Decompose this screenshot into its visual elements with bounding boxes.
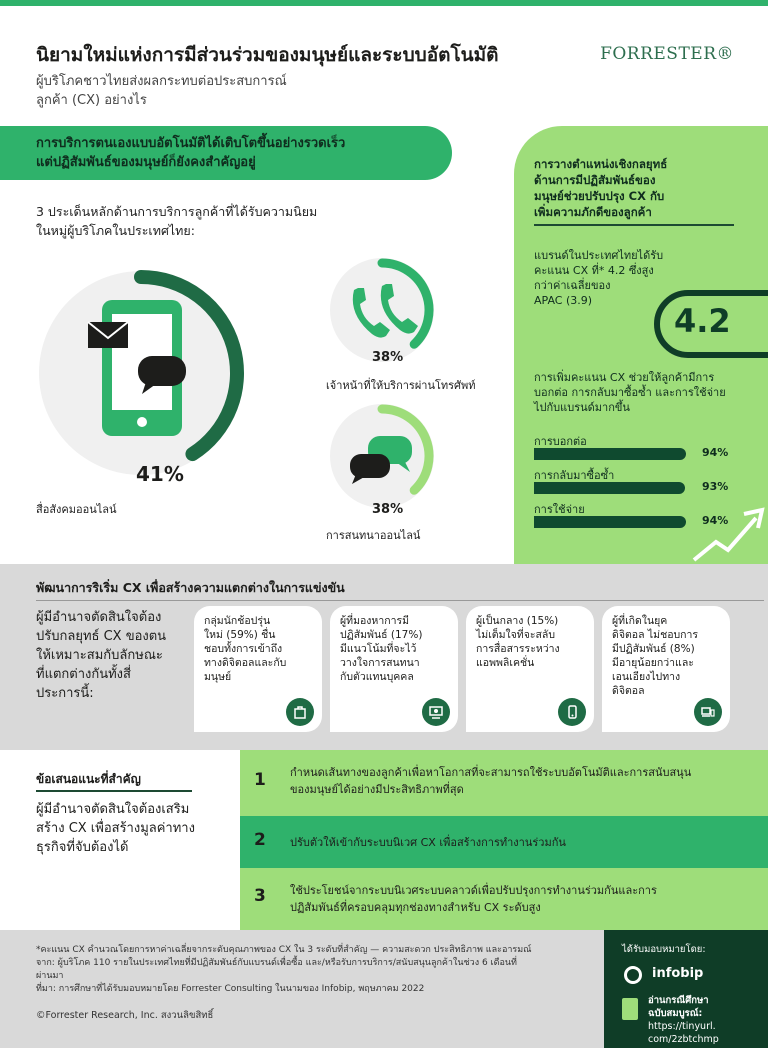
recommendation-line: ปฏิสัมพันธ์ที่ครอบคลุมทุกช่องทางสำหรับ CX ระดับสูง [290,901,541,914]
panel-title-line: มนุษย์ช่วยปรับปรุง CX กับ [534,189,665,203]
card-line: วางใจการสนทนา [340,657,420,669]
panel-divider [534,224,734,226]
bar-value-word-of-mouth: 94% [702,446,729,459]
intro-text [36,202,366,240]
top-accent-bar [0,0,768,6]
score-text-line: คะแนน CX ที่* 4.2 ซึ่งสูง [534,264,654,277]
card-line: กับตัวแทนบุคคล [340,671,414,683]
study-url-line[interactable]: https://tinyurl. [648,1021,716,1032]
recommendation-2 [240,816,768,868]
page-subtitle [36,72,396,110]
develop-intro-line: ที่แตกต่างกันทั้งสี่ [36,667,131,682]
recommendation-3 [240,868,768,930]
recommendation-number: 1 [254,770,266,790]
envelope-icon [88,322,128,348]
sponsor-label: ได้รับมอบหมายโดย: [622,944,706,955]
card-line: มนุษย์ [204,671,232,683]
recommendations-sub-line: ธุรกิจที่จับต้องได้ [36,840,129,855]
card-line: การสื่อสารระหว่าง [476,643,560,655]
recommendations-subtitle [36,800,216,857]
forrester-logo: FORRESTER® [600,44,734,64]
card-line: ไม่เต็มใจที่จะสลับ [476,629,556,641]
study-url-line[interactable]: com/2zbtchmp [648,1034,719,1045]
bars-intro-line: ไปกับแบรนด์มากขึ้น [534,401,630,414]
card-line: ชอบทั้งการเข้าถึง [204,643,283,655]
panel-title-line: ด้านการมีปฏิสัมพันธ์ของ [534,173,656,187]
copyright: ©Forrester Research, Inc. สงวนลิขสิทธิ์ [36,1010,214,1021]
cx-score-badge [654,290,768,358]
bar-label-repurchase: การกลับมาซื้อซ้ำ [534,469,615,482]
recommendation-line: กำหนดเส้นทางของลูกค้าเพื่อหาโอกาสที่จะสามารถใช้ระบบอัตโนมัติและการสนับสนุน [290,766,692,779]
score-text-line: APAC (3.9) [534,294,593,307]
bars-intro-line: บอกต่อ การกลับมาซื้อซ้ำ และการใช้จ่าย [534,386,726,399]
phone-agent-label: เจ้าหน้าที่ให้บริการผ่านโทรศัพท์ [326,379,476,392]
social-media-percent: 41% [136,462,184,486]
develop-intro [36,608,186,703]
bar-label-spending: การใช้จ่าย [534,503,585,516]
sponsor-brand: infobip [652,966,704,981]
segment-card-new-shoppers [194,606,322,732]
subtitle-line: ลูกค้า (CX) อย่างไร [36,93,147,108]
shopping-bag-icon [286,698,314,726]
card-line: มีอายุน้อยกว่าและ [612,657,694,669]
panel-title-line: การวางตำแหน่งเชิงกลยุทธ์ [534,157,668,171]
score-text-line: กว่าค่าเฉลี่ยของ [534,279,611,292]
bar-word-of-mouth [534,448,686,460]
recommendation-line: ของมนุษย์ได้อย่างมีประสิทธิภาพที่สุด [290,783,464,796]
card-line: ผู้ที่มองหาการมี [340,615,410,627]
develop-intro-line: ปรับกลยุทธ์ CX ของตน [36,629,167,644]
card-line: ใหม่ (59%) ชื่น [204,629,276,641]
develop-intro-line: ให้เหมาะสมกับลักษณะ [36,648,163,663]
social-media-label: สื่อสังคมออนไลน์ [36,503,117,516]
bars-intro-line: การเพิ่มคะแนน CX ช่วยให้ลูกค้ามีการ [534,371,715,384]
recommendation-number: 2 [254,830,266,850]
develop-intro-line: ผู้มีอำนาจตัดสินใจต้อง [36,610,162,625]
recommendation-line: ปรับตัวให้เข้ากับระบบนิเวศ CX เพื่อสร้างการทำงานร่วมกัน [290,836,566,849]
online-chat-ring [326,400,438,512]
recommendation-1 [240,750,768,816]
bar-spending [534,516,686,528]
recommendations-heading: ข้อเสนอแนะที่สำคัญ [36,772,141,786]
footer-note-line: จาก: ผู้บริโภค 110 รายในประเทศไทยที่มีปฏิสัมพันธ์กับแบรนด์เพื่อซื้อ และ/หรือรับการบริการ/สนับสนุนลูกค้าในช่วง 6 เดือนที่ [36,958,517,968]
strategy-panel [514,126,768,564]
devices-icon [694,698,722,726]
section-banner [0,126,452,180]
recommendation-line: ใช้ประโยชน์จากระบบนิเวศระบบคลาวด์เพื่อปรับปรุงการทำงานร่วมกันและการ [290,884,657,897]
footer-note-line: ที่มา: การศึกษาที่ได้รับมอบหมายโดย Forrester Consulting ในนามของ Infobip, พฤษภาคม 2022 [36,984,425,994]
page-title: นิยามใหม่แห่งการมีส่วนร่วมของมนุษย์และระบบอัตโนมัติ [36,44,499,66]
develop-section [0,564,768,750]
recommendations-sub-line: สร้าง CX เพื่อสร้างมูลค่าทาง [36,821,195,836]
social-media-ring [30,262,252,484]
video-agent-icon [422,698,450,726]
full-study-link[interactable] [648,994,758,1046]
recommendations-divider [36,790,192,792]
card-line: ปฏิสัมพันธ์ (17%) [340,629,423,641]
segment-card-interaction-seekers [330,606,458,732]
card-line: กลุ่มนักช้อปรุ่น [204,615,271,627]
phone-tap-icon [558,698,586,726]
panel-title [534,156,744,220]
develop-divider [36,600,764,601]
online-chat-percent: 38% [372,502,404,517]
card-line: มีปฏิสัมพันธ์ (8%) [612,643,695,655]
card-line: เอนเอียงไปทาง [612,671,681,683]
read-study-line: อ่านกรณีศึกษา [648,995,709,1006]
card-line: มีแนวโน้มที่จะไว้ [340,643,417,655]
footer-notes [0,930,604,1048]
infobip-logo-icon [624,966,642,984]
segment-card-digital-natives [602,606,730,732]
online-chat-label: การสนทนาออนไลน์ [326,529,421,542]
document-icon [622,998,638,1020]
recommendations-sub-line: ผู้มีอำนาจตัดสินใจต้องเสริม [36,802,190,817]
bar-label-word-of-mouth: การบอกต่อ [534,435,587,448]
recommendation-number: 3 [254,886,266,906]
cx-score-value: 4.2 [674,302,731,340]
intro-line: ในหมู่ผู้บริโภคในประเทศไทย: [36,223,195,238]
trend-arrow-icon [690,502,768,564]
footer-note-line: *คะแนน CX คำนวณโดยการหาค่าเฉลี่ยจากระดับคุณภาพของ CX ใน 3 ระดับที่สำคัญ — ความสะดวก ประสิทธิภาพ และอารมณ์ [36,945,532,955]
sponsor-box [604,930,768,1048]
panel-title-line: เพิ่มความภักดีของลูกค้า [534,205,652,219]
intro-line: 3 ประเด็นหลักด้านการบริการลูกค้าที่ได้รับความนิยม [36,204,318,219]
phone-agent-percent: 38% [372,350,404,365]
card-line: แอพพลิเคชั่น [476,657,535,669]
bars-intro [534,370,734,415]
footer-note-line: ผ่านมา [36,971,64,981]
subtitle-line: ผู้บริโภคชาวไทยส่งผลกระทบต่อประสบการณ์ [36,74,287,89]
banner-line: แต่ปฏิสัมพันธ์ของมนุษย์ก็ยังคงสำคัญอยู่ [36,155,256,170]
card-line: ผู้เป็นกลาง (15%) [476,615,559,627]
bar-value-repurchase: 93% [702,480,729,493]
score-text-line: แบรนด์ในประเทศไทยได้รับ [534,249,664,262]
card-line: ผู้ที่เกิดในยุค [612,615,668,627]
card-line: ดิจิตอล [612,685,645,697]
card-line: ดิจิตอล ไม่ชอบการ [612,629,699,641]
bar-repurchase [534,482,685,494]
read-study-line: ฉบับสมบูรณ์: [648,1008,703,1019]
develop-intro-line: ประการนี้: [36,686,94,701]
segment-card-neutrals [466,606,594,732]
banner-line: การบริการตนเองแบบอัตโนมัติได้เติบโตขึ้นอย่างรวดเร็ว [36,136,346,151]
bar-value-spending: 94% [702,514,729,527]
card-line: ทางดิจิตอลและกับ [204,657,287,669]
develop-title: พัฒนาการริเริ่ม CX เพื่อสร้างความแตกต่างในการแข่งขัน [36,580,345,595]
